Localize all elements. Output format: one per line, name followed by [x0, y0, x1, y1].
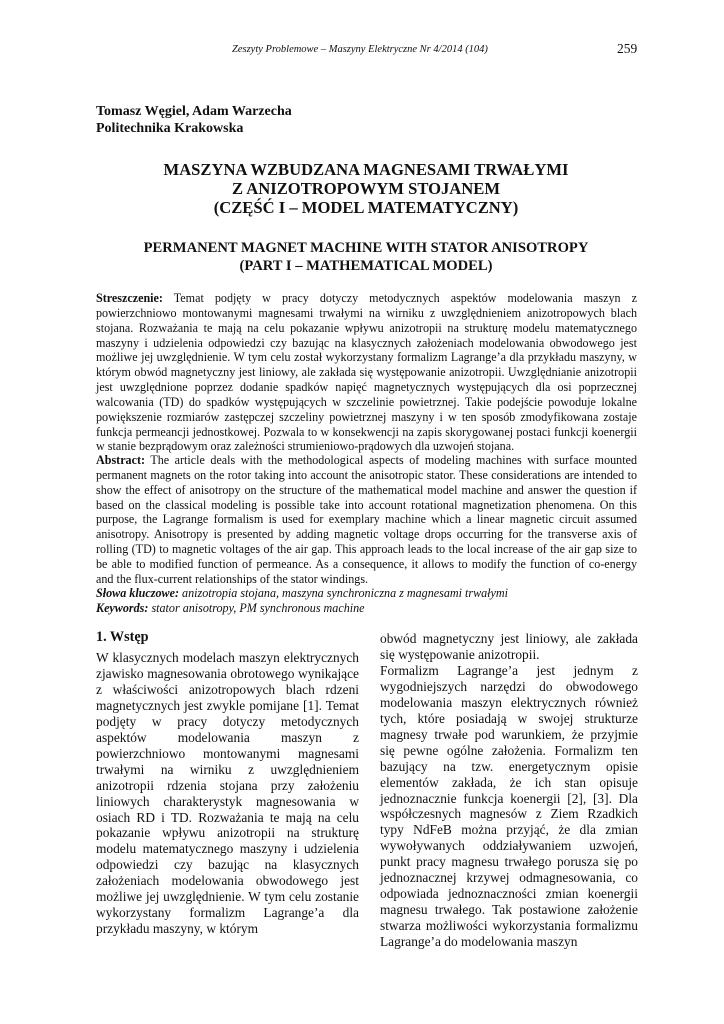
- body-paragraph-continued: obwód magnetyczny jest liniowy, ale zakłada się występowanie anizotropii.: [380, 631, 638, 662]
- title-english: [96, 239, 636, 275]
- body-column-left: [96, 628, 359, 937]
- author-block: [96, 103, 292, 137]
- abstract-polish: [96, 291, 637, 454]
- title-en-line-2: (PART I – MATHEMATICAL MODEL): [239, 258, 493, 274]
- abstract-en-label: Abstract:: [96, 453, 146, 467]
- keywords-en-label: Keywords:: [96, 600, 149, 615]
- body-paragraph: Formalizm Lagrange’a jest jednym z wygodniejszych narzędzi do obwodowego modelowania maszyn elektrycznych również tych, które posiadają w swojej strukturze magnesy trwałe pod warunkiem, że przyjmie się pewne ogólne założenia. Formalizm ten bazujący na tzw. energetycznym opisie elementów zakłada, że ich stan opisuje jednoznacznie funkcja koenergii [2], [3]. Dla współczesnych magnesów z Ziem Rzadkich typy NdFeB można przyjąć, że dla zmian wywoływanych oddziaływaniem uzwojeń, punkt pracy magnesu trwałego porusza się po jednoznacznej krzywej odmagnesowania, co odpowiada jednoznaczności zmian koenergii magnesu trwałego. Tak postawione założenie stwarza możliwości wykorzystania formalizmu Lagrange’a do modelowania maszyn: [380, 662, 638, 950]
- abstract-english: [96, 453, 637, 587]
- author-names: Tomasz Węgiel, Adam Warzecha: [96, 104, 292, 119]
- journal-running-head: Zeszyty Problemowe – Maszyny Elektryczne Nr 4/2014 (104): [232, 44, 488, 55]
- keywords-pl-label: Słowa kluczowe:: [96, 586, 179, 600]
- title-pl-line-1: MASZYNA WZBUDZANA MAGNESAMI TRWAŁYMI: [163, 160, 569, 179]
- abstract-pl-label: Streszczenie:: [96, 291, 163, 305]
- body-paragraph: W klasycznych modelach maszyn elektrycznych zjawisko magnesowania obrotowego wynikające z właściwości anizotropowych blach rdzeni magnetycznych jest zwykle pomijane [1]. Temat podjęty w pracy dotyczy metodycznych aspektów modelowania maszyn z powierzchniowo montowanymi magnesami trwałymi na wirniku z uwzględnieniem anizotropii rdzenia stojana przy założeniu liniowych charakterystyk magnesowania w osiach RD i TD. Rozważania te mają na celu pokazanie wpływu anizotropii na strukturę modelu matematycznego maszyny i udzielenia odpowiedzi czy bazując na klasycznych założeniach modelowania obwodowego jest możliwe jej uwzględnienie. W tym celu zostanie wykorzystany formalizm Lagrange’a dla przykładu maszyny, w którym: [96, 650, 359, 937]
- title-en-line-1: PERMANENT MAGNET MACHINE WITH STATOR ANISOTROPY: [143, 240, 589, 256]
- abstract-en-text: The article deals with the methodological aspects of modeling machines with surface mounted permanent magnets on the rotor taking into account the anisotropic stator. These considerations are intended to show the effect of anisotropy on the structure of the mathematical model machine and answer the question if based on the classical modeling is possible take into account rotational magnetization phenomena. On this purpose, the Lagrange formalism is used for exemplary machine which a linear magnetic circuit assumed anisotropy. Anisotropy is presented by adding magnetic voltage drops occurring for the transverse axis of rolling (TD) to magnetic voltages of the air gap. This approach leads to the local increase of the air gap size to be able to modified function of permeance. As a consequence, it allows to modify the function of co-energy and the flux-current relationships of the stator windings.: [96, 453, 638, 586]
- keywords-english: [96, 601, 637, 616]
- keywords-en-text: stator anisotropy, PM synchronous machine: [151, 600, 365, 615]
- body-column-right: [380, 631, 638, 950]
- abstract-pl-text: Temat podjęty w pracy dotyczy metodycznych aspektów modelowania maszyn z powierzchniowo montowanymi magnesami trwałymi na wirniku z uwzględnieniem anizotropowych blach stojana. Rozważania te mają na celu pokazanie wpływu anizotropii na strukturę modelu matematycznego maszyny i udzielenia odpowiedzi czy bazując na klasycznych założeniach modelowania obwodowego jest możliwe jej uwzględnienie. W tym celu został wykorzystany formalizm Lagrange’a dla przykładu maszyny, w którym obwód magnetyczny jest liniowy, ale zakłada się występowanie anizotropii. Uwzględnianie anizotropii jest uwzględnione poprzez dodanie spadków napięć magnetycznych występujących dla osi poprzecznej walcowania (TD) do spadków występujących w szczelinie powietrznej. Takie podejście powoduje lokalne powiększenie rozmiarów zastępczej szczeliny powietrznej maszyny i w ten sposób zmodyfikowana zostaje funkcja permeancji jednostkowej. Pozwala to w konsekwencji na zapis skorygowanej postaci funkcji koenergii w stanie bezprądowym oraz zależności strumieniowo-prądowych dla uzwojeń stojana.: [96, 291, 637, 454]
- title-pl-line-3: (CZĘŚĆ I – MODEL MATEMATYCZNY): [213, 198, 519, 217]
- keywords-polish: [96, 586, 637, 601]
- title-pl-line-2: Z ANIZOTROPOWYM STOJANEM: [232, 179, 500, 198]
- section-heading: 1. Wstęp: [96, 629, 149, 645]
- keywords-pl-text: anizotropia stojana, maszyna synchroniczna z magnesami trwałymi: [182, 586, 509, 600]
- page-number: 259: [617, 41, 638, 56]
- title-polish: [96, 160, 636, 217]
- author-affiliation: Politechnika Krakowska: [96, 121, 244, 136]
- keywords-block: [96, 586, 637, 615]
